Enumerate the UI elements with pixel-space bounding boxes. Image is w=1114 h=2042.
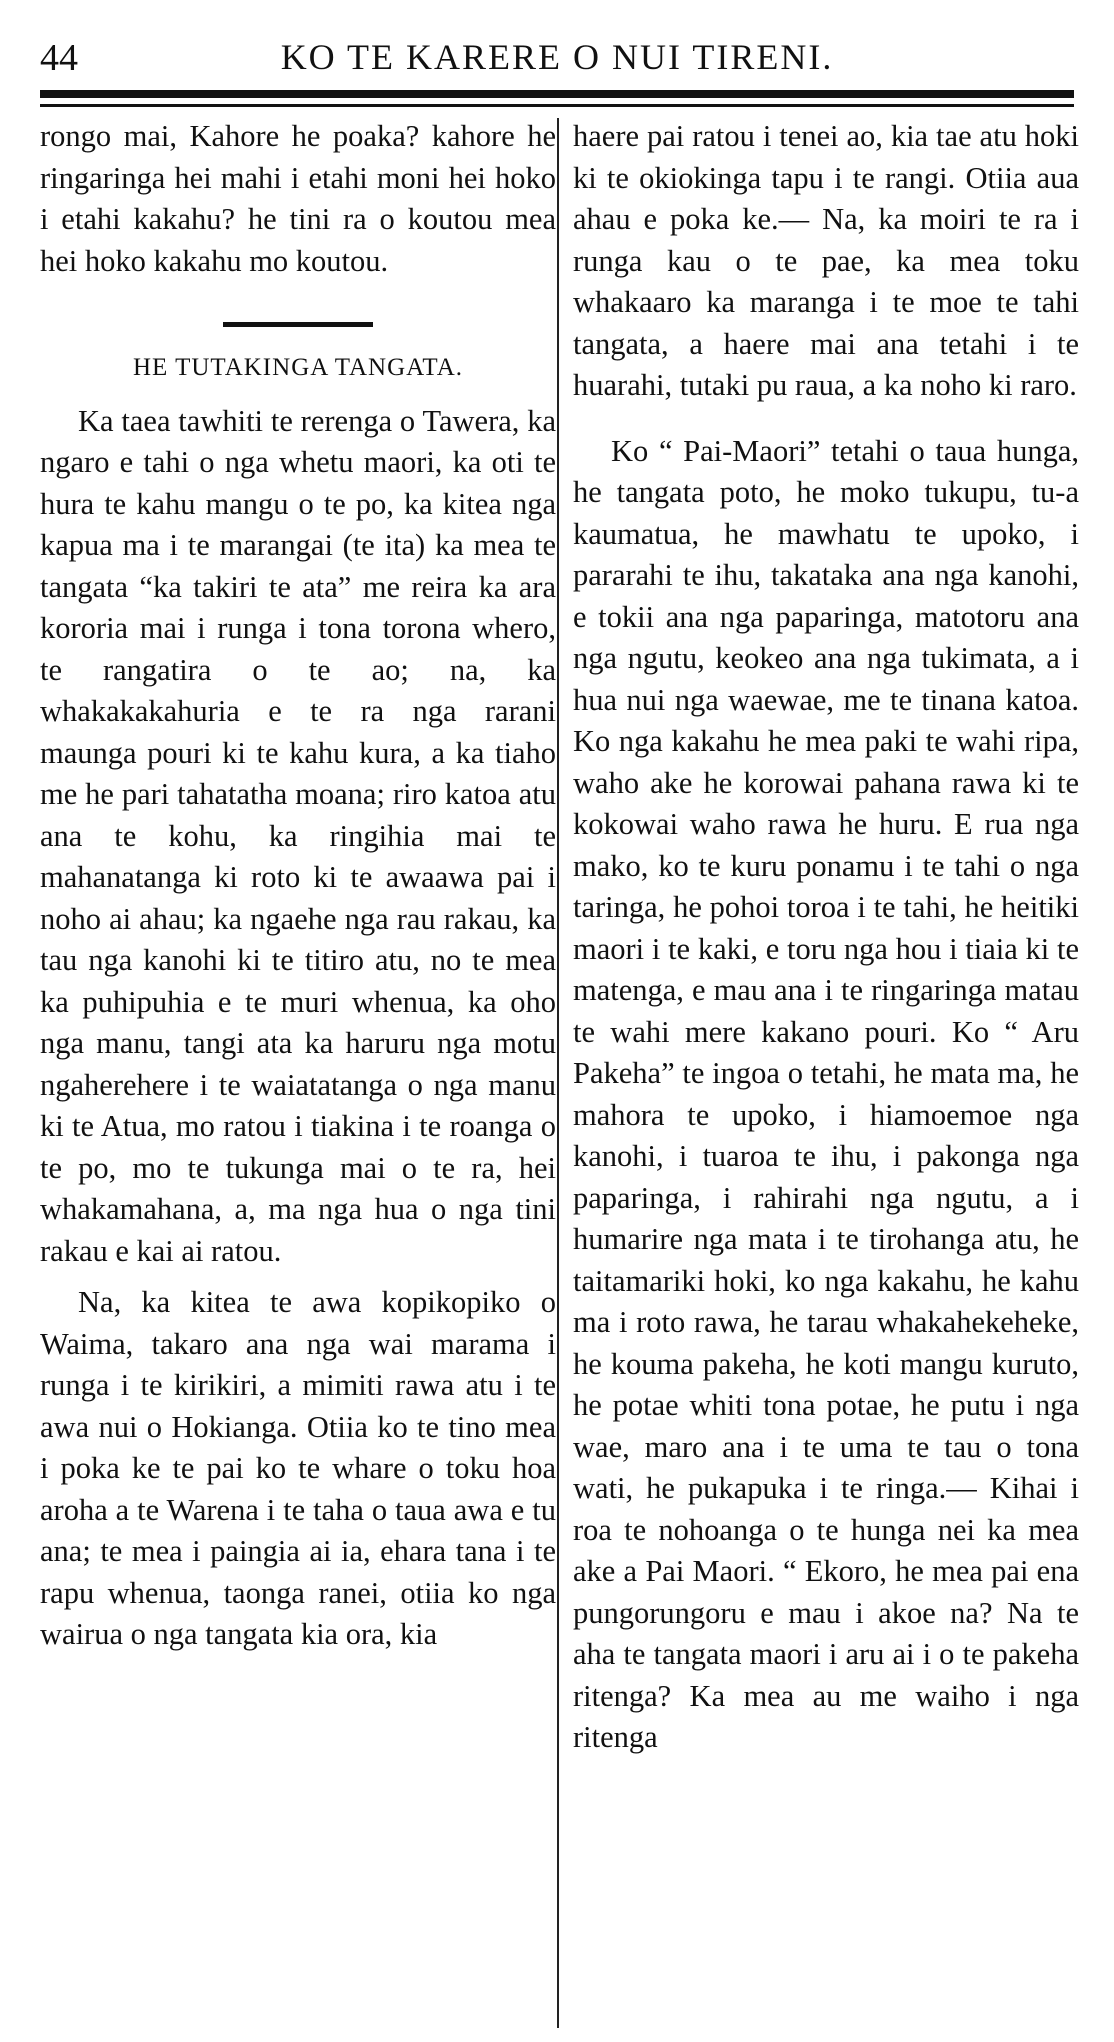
header-rule-thick xyxy=(40,90,1074,98)
right-paragraph-2: Ko “ Pai-Maori” tetahi o taua hunga, he tangata poto, he moko tukupu, tu-a kaumatua, he mawhatu te upoko, i pararahi te ihu, takataka ana nga kanohi, e tokii ana nga paparinga, matotoru ana nga ngutu, keokeo ana nga tukimata, a i hua nui nga waewae, me te tinana katoa. Ko nga kakahu he mea paki te wahi ripa, waho ake he korowai pahana rawa ki te kokowai waho rawa he huru. E rua nga mako, ko te kuru ponamu i te tahi o nga taringa, he pohoi toroa i te tahi, he heitiki maori i te kaki, e toru nga hou i tiaia ki te matenga, e mau ana i te ringaringa matau te wahi mere kakano pouri. Ko “ Aru Pakeha” te ingoa o tetahi, he mata ma, he mahora te upoko, i hiamoemoe nga kanohi, i tuaroa te ihu, i pakonga nga paparinga, i rahirahi nga ngutu, a i humarire nga mata i te tirohanga atu, he taitamariki hoki, ko nga kakahu, he kahu ma i roto rawa, he tarau whakahekeheke, he kouma pakeha, he koti mangu kuruto, he potae whiti tona potae, he putu i nga wae, maro ana i te uma te tau o tona wati, he pukapuka i te ringa.— Kihai i roa te nohoanga o te hunga nei ka mea ake a Pai Maori. “ Ekoro, he mea pai ena pungorungoru e mau i akoe na? Na te aha te tangata maori i aru ai i o te pakeha ritenga? Ka mea au me waiho i nga ritenga xyxy=(573,433,1079,1754)
column-divider xyxy=(557,118,559,2028)
left-paragraph-2: Ka taea tawhiti te rerenga o Tawera, ka ngaro e tahi o nga whetu maori, ka oti te hura te kahu mangu o te po, ka kitea nga kapua ma i te marangai (te ita) ka mea te tangata “ka takiri te ata” me reira ka ara kororia mai i runga i tona torona whero, te rangatira o te ao; na, ka whakakakahuria e te ra nga rarani maunga pouri ki te kahu kura, a ka tiaho me he pari tahatatha moana; riro katoa atu ana te kohu, ka ringihia mai te mahanatanga ki roto ki te awaawa pai i noho ai ahau; ka ngaehe nga rau rakau, ka tau nga kanohi ki te titiro atu, no te mea ka puhipuhia e te muri whenua, ka oho nga manu, tangi ata ka haruru nga motu ngaherehere i te waiatatanga o nga manu ki te Atua, mo ratou i tiakina i te roanga o te po, mo te tukunga mai o te ra, hei whakamahana, a, ma nga hua o nga tini rakau e kai ai ratou. xyxy=(40,403,556,1268)
section-heading: HE TUTAKINGA TANGATA. xyxy=(132,354,464,381)
section-rule xyxy=(223,322,373,327)
right-column xyxy=(573,116,1079,1759)
page-header xyxy=(40,28,1074,78)
left-paragraph-1: rongo mai, Kahore he poaka? kahore he ringaringa hei mahi i etahi moni hei hoko i etahi kakahu? he tini ra o koutou mea hei hoko kakahu mo koutou. xyxy=(40,119,556,278)
header-rule-thin xyxy=(40,104,1074,107)
left-column xyxy=(40,116,556,1656)
page-number: 44 xyxy=(40,37,78,79)
right-paragraph-1: haere pai ratou i tenei ao, kia tae atu hoki ki te okiokinga tapu i te rangi. Otiia aua ahau e poka ke.— Na, ka moiri te ra i runga kau o te pae, ka mea toku whakaaro ka maranga i te moe te tahi tangata, a haere mai ana tetahi i te huarahi, tutaki pu raua, a ka noho ki raro. xyxy=(573,119,1079,402)
running-title: KO TE KARERE O NUI TIRENI. xyxy=(280,37,834,77)
left-paragraph-3: Na, ka kitea te awa kopikopiko o Waima, takaro ana nga wai marama i runga i te kirikiri, a mimiti rawa atu i te awa nui o Hokianga. Otiia ko te tino mea i poka ke te pai ko te whare o toku hoa aroha a te Warena i te taha o taua awa e tu ana; te mea i paingia ai ia, ehara tana i te rapu whenua, taonga ranei, otiia ko nga wairua o nga tangata kia ora, kia xyxy=(40,1285,556,1651)
